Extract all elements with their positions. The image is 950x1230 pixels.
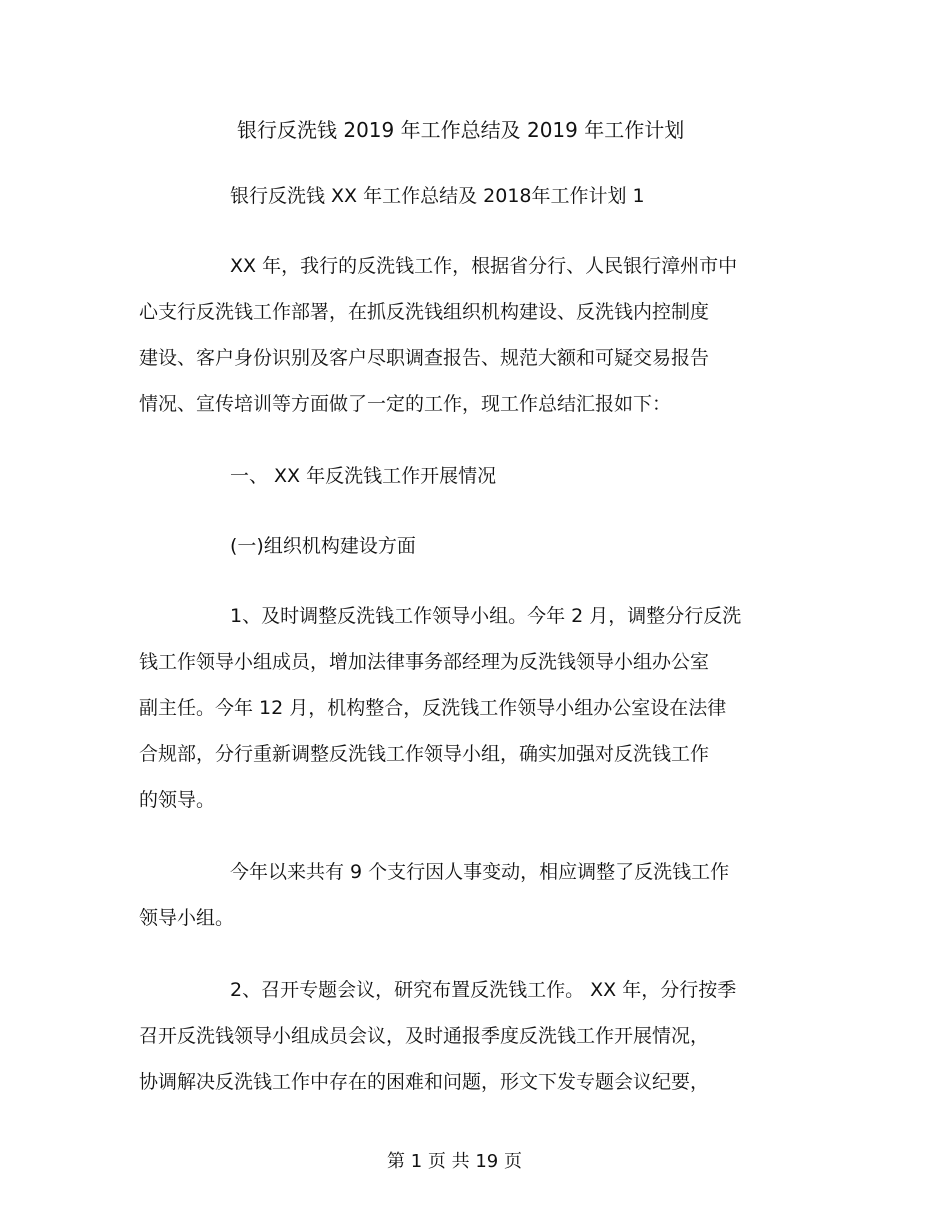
intro-line: XX 年，我行的反洗钱工作，根据省分行、人民银行漳州市中 [230,255,738,277]
document-title: 银行反洗钱 2019 年工作总结及 2019 年工作计划 [237,118,685,142]
item2-line: 协调解决反洗钱工作中存在的困难和问题，形文下发专题会议纪要， [139,1071,710,1093]
item1-line: 的领导。 [139,789,216,811]
item1-line: 钱工作领导小组成员，增加法律事务部经理为反洗钱领导小组办公室 [139,651,710,673]
section-heading: 一、 XX 年反洗钱工作开展情况 [230,465,497,487]
page-footer: 第 1 页 共 19 页 [387,1151,522,1172]
para2-line: 今年以来共有 9 个支行因人事变动，相应调整了反洗钱工作 [230,861,730,883]
item1-line: 副主任。今年 12 月，机构整合，反洗钱工作领导小组办公室设在法律 [139,697,727,719]
intro-line: 心支行反洗钱工作部署，在抓反洗钱组织机构建设、反洗钱内控制度 [139,301,710,323]
item2-line: 召开反洗钱领导小组成员会议，及时通报季度反洗钱工作开展情况， [139,1025,710,1047]
document-subtitle: 银行反洗钱 XX 年工作总结及 2018年工作计划 1 [230,185,645,207]
intro-line: 建设、客户身份识别及客户尽职调查报告、规范大额和可疑交易报告 [139,347,710,369]
intro-line: 情况、宣传培训等方面做了一定的工作，现工作总结汇报如下： [139,393,672,415]
item1-line: 合规部，分行重新调整反洗钱工作领导小组，确实加强对反洗钱工作 [139,743,710,765]
item1-line: 1、及时调整反洗钱工作领导小组。今年 2 月，调整分行反洗 [230,605,742,627]
para2-line: 领导小组。 [139,907,235,929]
subsection-heading: (一)组织机构建设方面 [230,535,416,557]
item2-line: 2、召开专题会议，研究布置反洗钱工作。 XX 年，分行按季 [230,979,737,1001]
